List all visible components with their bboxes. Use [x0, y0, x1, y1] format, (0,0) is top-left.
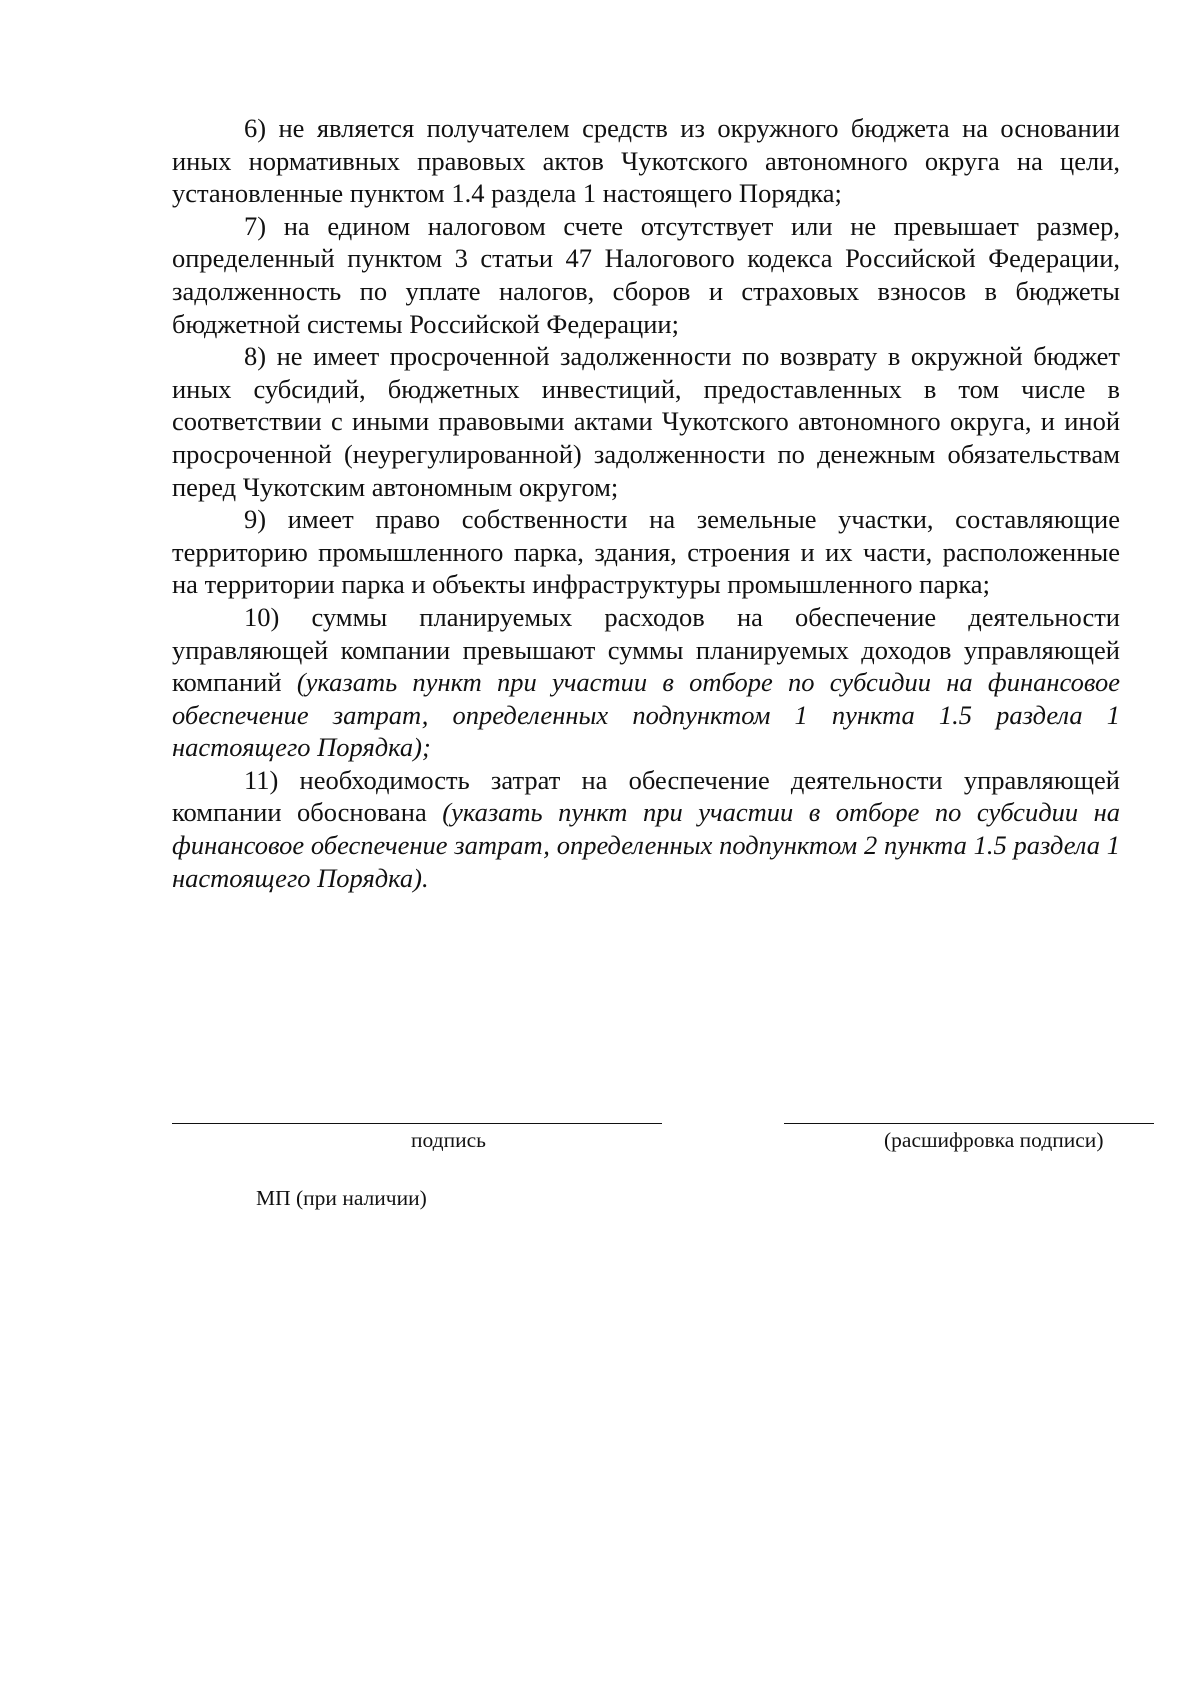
clause-7 [172, 210, 1120, 340]
signature-transcript-line [784, 1123, 1154, 1124]
clause-6 [172, 112, 1120, 210]
clause-8-text: 8) не имеет просроченной задолженности по возврату в окружной бюджет иных субсидий, бюджетных инвестиций, предоставленных в том числе в соответствии с иными правовыми актами Чукотского автономного округа, и иной просроченной (неурегулированной) задолженности по денежным обязательствам перед Чукотским автономным округом; [172, 341, 1120, 502]
clause-11 [172, 764, 1120, 894]
clause-10 [172, 601, 1120, 764]
clause-9 [172, 503, 1120, 601]
clause-11-text: 11) необходимость затрат на обеспечение деятельности управляющей компании обоснована [172, 764, 1120, 828]
document-body [172, 112, 1120, 894]
clause-6-text: 6) не является получателем средств из окружного бюджета на основании иных нормативных правовых актов Чукотского автономного округа на цели, установленные пунктом 1.4 раздела 1 настоящего Порядка; [172, 113, 1120, 209]
signature-line [172, 1123, 662, 1124]
signature-caption: подпись [411, 1128, 486, 1152]
clause-10-text: 10) суммы планируемых расходов на обеспечение деятельности управляющей компании превышают суммы планируемых доходов управляющей компаний [172, 601, 1120, 698]
clause-7-text: 7) на едином налоговом счете отсутствует или не превышает размер, определенный пунктом 3 статьи 47 Налогового кодекса Российской Федерации, задолженность по уплате налогов, сборов и страховых взносов в бюджеты бюджетной системы Российской Федерации; [172, 210, 1120, 339]
clause-8 [172, 340, 1120, 503]
signature-transcript-caption: (расшифровка подписи) [884, 1128, 1104, 1152]
clause-9-text: 9) имеет право собственности на земельные участки, составляющие территорию промышленного парка, здания, строения и их части, расположенные на территории парка и объекты инфраструктуры промышленного парка; [172, 504, 1120, 600]
clause-10-note: (указать пункт при участии в отборе по субсидии на финансовое обеспечение затрат, определенных подпунктом 1 пункта 1.5 раздела 1 настоящего Порядка); [172, 667, 1120, 763]
stamp-placeholder: МП (при наличии) [256, 1186, 427, 1210]
clause-11-note: (указать пункт при участии в отборе по субсидии на финансовое обеспечение затрат, определенных подпунктом 2 пункта 1.5 раздела 1 настоящего Порядка). [172, 797, 1120, 893]
